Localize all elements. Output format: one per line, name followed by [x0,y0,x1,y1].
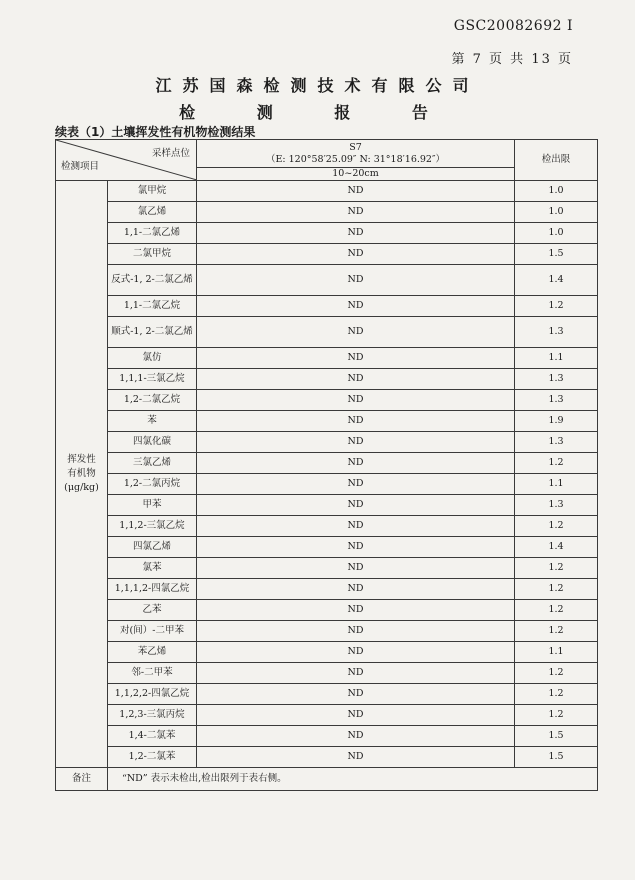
result-cell: ND [197,516,515,537]
table-row [56,390,598,411]
limit-cell: 1.5 [515,747,598,768]
table-row [56,747,598,768]
test-item-label: 检测项目 [61,161,100,172]
result-cell: ND [197,265,515,296]
category-label: (μg/kg) [64,482,99,493]
table-row [56,600,598,621]
result-cell: ND [197,621,515,642]
limit-cell: 1.2 [515,579,598,600]
item-name-cell: 四氯化碳 [108,432,197,453]
limit-cell: 1.2 [515,705,598,726]
site-header [197,140,515,168]
result-cell: ND [197,726,515,747]
table-row [56,705,598,726]
item-name-cell: 1,2-二氯乙烷 [108,390,197,411]
item-name-cell: 苯乙烯 [108,642,197,663]
item-name-cell: 氯乙烯 [108,202,197,223]
header-diagonal-cell [56,140,197,181]
results-table [55,139,598,791]
table-row [56,317,598,348]
item-name-cell: 1,1-二氯乙烷 [108,296,197,317]
limit-cell: 1.4 [515,537,598,558]
item-name-cell: 二氯甲烷 [108,244,197,265]
limit-cell: 1.2 [515,684,598,705]
table-row [56,411,598,432]
limit-cell: 1.5 [515,244,598,265]
limit-cell: 1.0 [515,223,598,244]
table-row [56,453,598,474]
item-name-cell: 1,1,2,2-四氯乙烷 [108,684,197,705]
table-row [56,474,598,495]
sampling-point-label: 采样点位 [151,148,190,159]
limit-cell: 1.5 [515,726,598,747]
result-cell: ND [197,390,515,411]
table-row [56,348,598,369]
report-id: GSC20082692 I [453,18,573,34]
limit-cell: 1.9 [515,411,598,432]
item-name-cell: 1,2-二氯丙烷 [108,474,197,495]
item-name-cell: 三氯乙烯 [108,453,197,474]
table-row [56,296,598,317]
result-cell: ND [197,579,515,600]
item-name-cell: 顺式-1, 2-二氯乙烯 [108,317,197,348]
limit-cell: 1.2 [515,663,598,684]
result-cell: ND [197,411,515,432]
item-name-cell: 乙苯 [108,600,197,621]
limit-cell: 1.2 [515,600,598,621]
limit-cell: 1.2 [515,621,598,642]
result-cell: ND [197,558,515,579]
table-row [56,202,598,223]
item-name-cell: 四氯乙烯 [108,537,197,558]
limit-cell: 1.3 [515,390,598,411]
table-row [56,495,598,516]
limit-cell: 1.2 [515,516,598,537]
result-cell: ND [197,317,515,348]
limit-cell: 1.3 [515,369,598,390]
depth-header: 10~20cm [197,168,515,181]
limit-cell: 1.3 [515,432,598,453]
table-row [56,684,598,705]
table-row [56,265,598,296]
detection-limit-header: 检出限 [515,140,598,181]
table-row [56,244,598,265]
item-name-cell: 反式-1, 2-二氯乙烯 [108,265,197,296]
site-name: S7 [349,141,362,153]
table-row [56,181,598,202]
table-row [56,223,598,244]
result-cell: ND [197,244,515,265]
result-cell: ND [197,747,515,768]
report-title: 检 测 报 告 [179,103,456,122]
limit-cell: 1.3 [515,495,598,516]
table-row [56,642,598,663]
limit-cell: 1.0 [515,181,598,202]
item-name-cell: 邻-二甲苯 [108,663,197,684]
table-row [56,432,598,453]
result-cell: ND [197,474,515,495]
result-cell: ND [197,600,515,621]
page-info: 第 7 页 共 13 页 [451,52,573,67]
item-name-cell: 1,1,2-三氯乙烷 [108,516,197,537]
limit-cell: 1.3 [515,317,598,348]
item-name-cell: 甲苯 [108,495,197,516]
table-row [56,621,598,642]
notes-text: “ND” 表示未检出,检出限列于表右侧。 [108,768,598,791]
item-name-cell: 氯仿 [108,348,197,369]
result-cell: ND [197,495,515,516]
result-cell: ND [197,348,515,369]
result-cell: ND [197,223,515,244]
result-cell: ND [197,537,515,558]
table-row [56,579,598,600]
item-name-cell: 1,1,1-三氯乙烷 [108,369,197,390]
category-label: 有机物 [67,468,96,479]
notes-row [56,768,598,791]
limit-cell: 1.1 [515,348,598,369]
table-row [56,558,598,579]
item-name-cell: 1,2,3-三氯丙烷 [108,705,197,726]
table-row [56,537,598,558]
result-cell: ND [197,181,515,202]
result-cell: ND [197,684,515,705]
result-cell: ND [197,453,515,474]
result-cell: ND [197,369,515,390]
item-name-cell: 对(间）-二甲苯 [108,621,197,642]
limit-cell: 1.0 [515,202,598,223]
item-name-cell: 1,1,1,2-四氯乙烷 [108,579,197,600]
notes-label: 备注 [56,768,108,791]
result-cell: ND [197,296,515,317]
category-cell [56,181,108,768]
item-name-cell: 1,2-二氯苯 [108,747,197,768]
result-cell: ND [197,202,515,223]
result-cell: ND [197,663,515,684]
limit-cell: 1.1 [515,642,598,663]
site-coords: （E: 120°58′25.09″ N: 31°18′16.92″） [265,153,446,165]
result-cell: ND [197,642,515,663]
diagonal-line [56,140,197,180]
item-name-cell: 1,4-二氯苯 [108,726,197,747]
company-name: 江苏国森检测技术有限公司 [155,76,480,95]
limit-cell: 1.2 [515,296,598,317]
category-label: 挥发性 [67,454,96,465]
item-name-cell: 氯苯 [108,558,197,579]
table-row [56,516,598,537]
limit-cell: 1.1 [515,474,598,495]
result-cell: ND [197,705,515,726]
item-name-cell: 氯甲烷 [108,181,197,202]
limit-cell: 1.4 [515,265,598,296]
table-caption: 续表（1）土壤挥发性有机物检测结果 [55,125,256,139]
limit-cell: 1.2 [515,558,598,579]
limit-cell: 1.2 [515,453,598,474]
result-cell: ND [197,432,515,453]
item-name-cell: 苯 [108,411,197,432]
table-row [56,663,598,684]
item-name-cell: 1,1-二氯乙烯 [108,223,197,244]
table-row [56,726,598,747]
table-row [56,369,598,390]
